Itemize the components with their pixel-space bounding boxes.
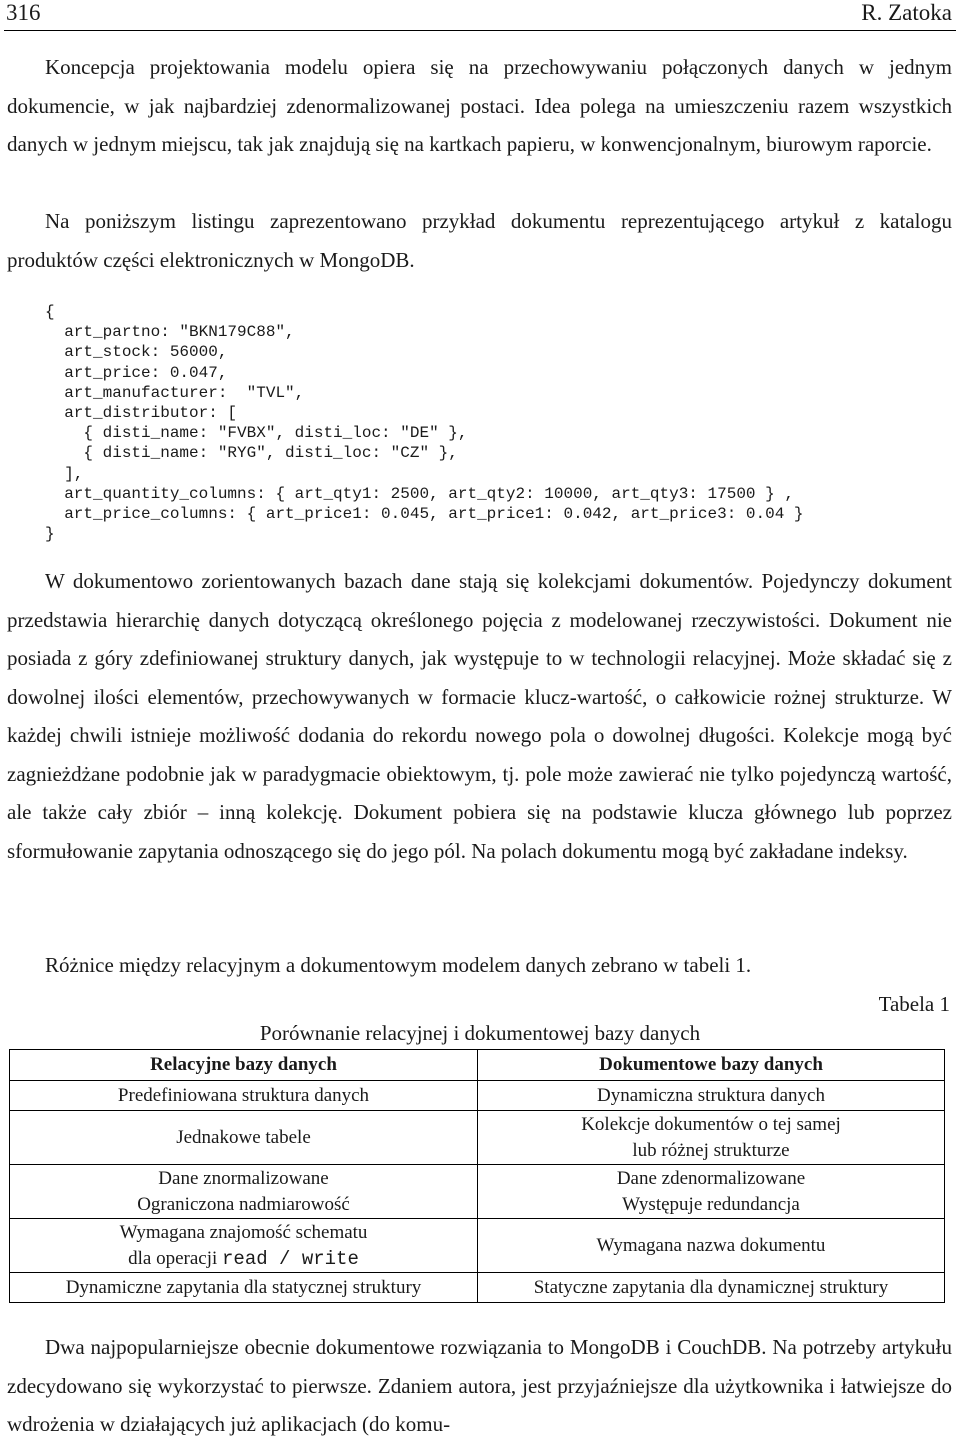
paragraph-solutions xyxy=(7,1328,952,1444)
cell-line: Dane znormalizowane xyxy=(158,1167,329,1189)
table-label: Tabela 1 xyxy=(878,992,950,1016)
header-relational: Relacyjne bazy danych xyxy=(10,1050,478,1081)
running-head-author: R. Zatoka xyxy=(861,0,952,25)
paragraph-document-model-text: W dokumentowo zorientowanych bazach dane stają się kolekcjami dokumentów. Pojedynczy dokument przedstawia hierarchię danych dotyczącą określonego pojęcia z modelowanej rzeczywistości. Dokument nie posiada z góry zdefiniowanej struktury danych, jak występuje to w technologii relacyjnej. Może składać się z dowolnej ilości elementów, przechowywanych w formacie klucz-wartość, o całkowicie rożnej strukturze. W każdej chwili istnieje możliwość dodania do rekordu nowego pola o dowolnej długości. Kolekcje mogą być zagnieżdżane podobnie jak w paradygmacie obiektowym, tj. pole może zawierać nie tylko pojedynczą wartość, ale także cały zbiór – inną kolekcję. Dokument pobiera się na podstawie klucza głównego lub poprzez sformułowanie zapytania odnoszącego się do jego pól. Na polach dokumentu mogą być zakładane indeksy. xyxy=(7,569,952,863)
page-number: 316 xyxy=(6,0,41,25)
cell-document xyxy=(478,1111,945,1165)
table-row xyxy=(10,1273,945,1303)
code-line: art_price: 0.047, xyxy=(45,363,228,382)
table-row xyxy=(10,1219,945,1273)
cell-line: Wymagana znajomość schematu xyxy=(119,1221,368,1243)
cell-relational: Jednakowe tabele xyxy=(10,1111,478,1165)
code-line: art_quantity_columns: { art_qty1: 2500, art_qty2: 10000, art_qty3: 17500 } , xyxy=(45,484,794,503)
code-listing xyxy=(45,302,804,544)
paragraph-solutions-text: Dwa najpopularniejsze obecnie dokumentowe rozwiązania to MongoDB i CouchDB. Na potrzeby artykułu zdecydowano się wykorzystać to pierwsze. Zdaniem autora, jest przyjaźniejsze dla użytkownika i łatwiejsze do wdrożenia w działających już aplikacjach (do komu- xyxy=(7,1335,952,1436)
header-rule xyxy=(4,30,956,31)
cell-line: Ograniczona nadmiarowość xyxy=(137,1193,350,1215)
cell-line: Dane zdenormalizowane xyxy=(616,1167,806,1189)
code-line: { disti_name: "FVBX", disti_loc: "DE" }, xyxy=(45,424,468,443)
table-caption: Porównanie relacyjnej i dokumentowej bazy danych xyxy=(259,1021,701,1045)
cell-document xyxy=(478,1165,945,1219)
code-line: art_manufacturer: "TVL", xyxy=(45,383,305,402)
code-line: ], xyxy=(45,464,84,483)
paragraph-listing-intro-text: Na poniższym listingu zaprezentowano przykład dokumentu reprezentującego artykuł z katalogu produktów części elektronicznych w MongoDB. xyxy=(7,209,952,272)
cell-document: Wymagana nazwa dokumentu xyxy=(478,1219,945,1273)
paragraph-intro-text: Koncepcja projektowania modelu opiera się na przechowywaniu połączonych danych w jednym dokumencie, w jak najbardziej zdenormalizowanej postaci. Idea polega na umieszczeniu razem wszystkich danych w jednym miejscu, tak jak znajdują się na kartkach papieru, w konwencjonalnym, biurowym raporcie. xyxy=(7,55,952,156)
code-line: art_distributor: [ xyxy=(45,404,238,423)
code-line: } xyxy=(45,525,55,544)
cell-line: Kolekcje dokumentów o tej samej xyxy=(581,1113,841,1135)
cell-line: Występuje redundancja xyxy=(622,1193,800,1215)
table-row xyxy=(10,1165,945,1219)
table-row xyxy=(10,1081,945,1111)
cell-line-mono: read / write xyxy=(222,1247,359,1270)
cell-relational xyxy=(10,1219,478,1273)
table-header-row xyxy=(10,1050,945,1081)
cell-document: Statyczne zapytania dla dynamicznej struktury xyxy=(478,1273,945,1303)
paragraph-intro xyxy=(7,48,952,164)
code-line: art_stock: 56000, xyxy=(45,343,228,362)
cell-line: dla operacji xyxy=(128,1247,218,1269)
cell-relational xyxy=(10,1165,478,1219)
cell-document: Dynamiczna struktura danych xyxy=(478,1081,945,1111)
code-line: { disti_name: "RYG", disti_loc: "CZ" }, xyxy=(45,444,458,463)
code-line: { xyxy=(45,303,55,321)
header-document: Dokumentowe bazy danych xyxy=(478,1050,945,1081)
code-line: art_price_columns: { art_price1: 0.045, art_price1: 0.042, art_price3: 0.04 } xyxy=(45,505,804,524)
paragraph-listing-intro xyxy=(7,202,952,279)
paragraph-table-intro xyxy=(7,946,952,985)
cell-relational: Predefiniowana struktura danych xyxy=(10,1081,478,1111)
paragraph-document-model xyxy=(7,562,952,870)
code-line: art_partno: "BKN179C88", xyxy=(45,323,295,342)
comparison-table xyxy=(9,1049,945,1303)
paragraph-table-intro-text: Różnice między relacyjnym a dokumentowym modelem danych zebrano w tabeli 1. xyxy=(45,953,752,977)
cell-relational: Dynamiczne zapytania dla statycznej struktury xyxy=(10,1273,478,1303)
table-row xyxy=(10,1111,945,1165)
cell-line: lub różnej strukturze xyxy=(632,1139,790,1161)
